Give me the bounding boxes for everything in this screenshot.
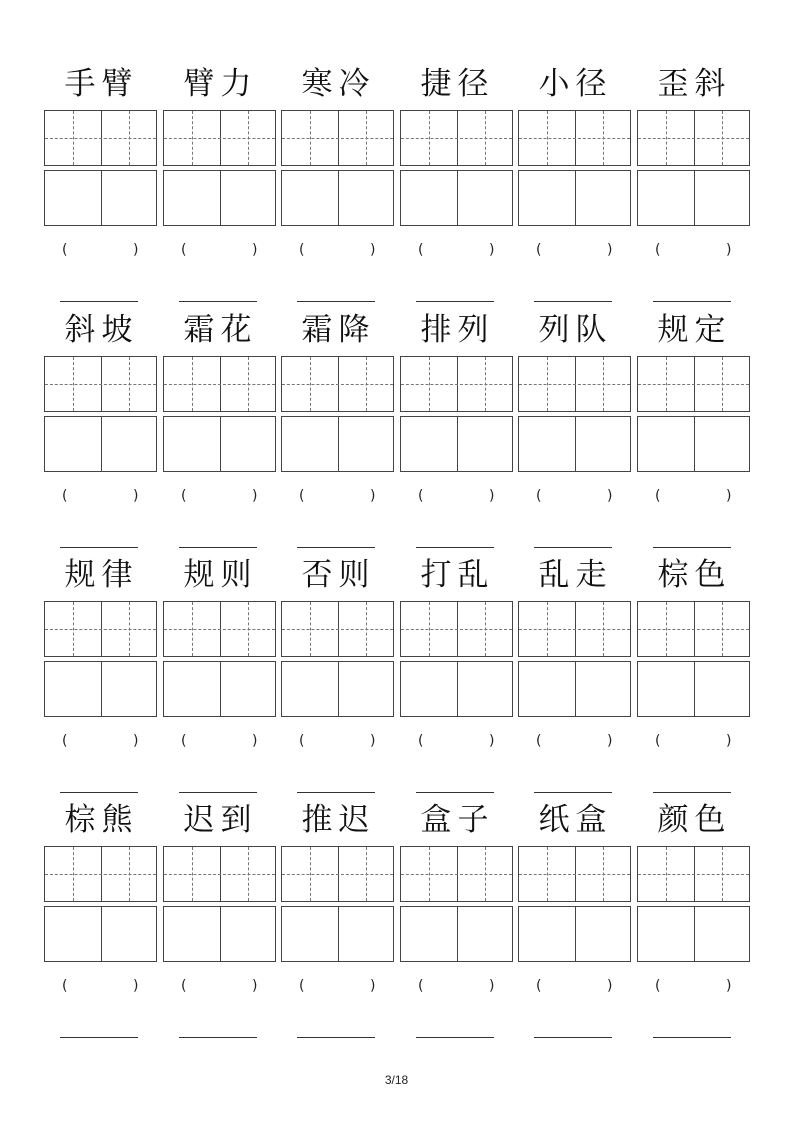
dashed-guide bbox=[282, 384, 393, 385]
answer-line[interactable] bbox=[297, 792, 375, 793]
word-label: 规律 bbox=[64, 557, 139, 593]
tianzi-grid[interactable] bbox=[518, 356, 631, 412]
tianzi-grid[interactable] bbox=[400, 110, 513, 166]
grid-divider bbox=[457, 907, 458, 961]
paren-close: ) bbox=[489, 242, 495, 258]
writing-box[interactable] bbox=[281, 170, 394, 226]
writing-box[interactable] bbox=[400, 416, 513, 472]
paren-open: ( bbox=[655, 978, 661, 994]
word-cell bbox=[400, 62, 515, 307]
paren-open: ( bbox=[299, 488, 305, 504]
paren-open: ( bbox=[181, 978, 187, 994]
answer-line[interactable] bbox=[653, 1037, 731, 1038]
answer-line[interactable] bbox=[297, 301, 375, 302]
word-cell bbox=[518, 553, 633, 798]
grid-divider bbox=[220, 171, 221, 225]
paren-open: ( bbox=[418, 242, 424, 258]
paren-close: ) bbox=[370, 733, 376, 749]
paren-close: ) bbox=[370, 488, 376, 504]
tianzi-grid[interactable] bbox=[400, 356, 513, 412]
paren-open: ( bbox=[62, 978, 68, 994]
word-cell bbox=[518, 308, 633, 553]
paren-close: ) bbox=[370, 978, 376, 994]
tianzi-grid[interactable] bbox=[163, 846, 276, 902]
answer-line[interactable] bbox=[60, 301, 138, 302]
paren-close: ) bbox=[489, 488, 495, 504]
dashed-guide bbox=[638, 874, 749, 875]
grid-divider bbox=[101, 907, 102, 961]
grid-divider bbox=[101, 417, 102, 471]
grid-divider bbox=[694, 662, 695, 716]
writing-box[interactable] bbox=[637, 170, 750, 226]
paren-open: ( bbox=[418, 733, 424, 749]
paren-close: ) bbox=[370, 242, 376, 258]
grid-divider bbox=[694, 907, 695, 961]
word-label: 乱走 bbox=[538, 557, 613, 593]
answer-line[interactable] bbox=[534, 301, 612, 302]
dashed-guide bbox=[519, 384, 630, 385]
writing-box[interactable] bbox=[400, 170, 513, 226]
dashed-guide bbox=[45, 138, 156, 139]
dashed-guide bbox=[401, 874, 512, 875]
tianzi-grid[interactable] bbox=[400, 601, 513, 657]
word-label: 臂力 bbox=[183, 66, 258, 102]
writing-box[interactable] bbox=[163, 906, 276, 962]
paren-close: ) bbox=[252, 242, 258, 258]
paren-close: ) bbox=[252, 978, 258, 994]
writing-box[interactable] bbox=[400, 906, 513, 962]
word-label: 霜花 bbox=[183, 312, 258, 348]
dashed-guide bbox=[638, 384, 749, 385]
paren-close: ) bbox=[133, 733, 139, 749]
answer-line[interactable] bbox=[60, 547, 138, 548]
writing-box[interactable] bbox=[637, 661, 750, 717]
grid-divider bbox=[575, 417, 576, 471]
answer-line[interactable] bbox=[60, 1037, 138, 1038]
tianzi-grid[interactable] bbox=[281, 846, 394, 902]
tianzi-grid[interactable] bbox=[163, 601, 276, 657]
word-cell bbox=[281, 798, 396, 1043]
dashed-guide bbox=[164, 138, 275, 139]
writing-box[interactable] bbox=[400, 661, 513, 717]
writing-box[interactable] bbox=[163, 170, 276, 226]
writing-box[interactable] bbox=[518, 170, 631, 226]
dashed-guide bbox=[45, 629, 156, 630]
word-cell bbox=[400, 308, 515, 553]
word-cell bbox=[637, 62, 752, 307]
writing-box[interactable] bbox=[44, 906, 157, 962]
paren-open: ( bbox=[536, 978, 542, 994]
paren-open: ( bbox=[299, 733, 305, 749]
writing-box[interactable] bbox=[281, 416, 394, 472]
answer-line[interactable] bbox=[297, 547, 375, 548]
paren-open: ( bbox=[181, 488, 187, 504]
dashed-guide bbox=[164, 629, 275, 630]
writing-box[interactable] bbox=[281, 906, 394, 962]
writing-box[interactable] bbox=[637, 416, 750, 472]
word-label: 纸盒 bbox=[538, 802, 613, 838]
grid-divider bbox=[457, 662, 458, 716]
paren-open: ( bbox=[536, 733, 542, 749]
paren-close: ) bbox=[133, 488, 139, 504]
paren-open: ( bbox=[181, 733, 187, 749]
answer-line[interactable] bbox=[179, 1037, 257, 1038]
word-cell bbox=[518, 62, 633, 307]
dashed-guide bbox=[638, 138, 749, 139]
word-cell bbox=[163, 798, 278, 1043]
word-cell bbox=[637, 553, 752, 798]
tianzi-grid[interactable] bbox=[44, 356, 157, 412]
answer-line[interactable] bbox=[297, 1037, 375, 1038]
word-cell bbox=[163, 308, 278, 553]
dashed-guide bbox=[401, 138, 512, 139]
word-label: 手臂 bbox=[64, 66, 139, 102]
answer-line[interactable] bbox=[416, 792, 494, 793]
writing-box[interactable] bbox=[44, 661, 157, 717]
tianzi-grid[interactable] bbox=[163, 110, 276, 166]
word-label: 霜降 bbox=[301, 312, 376, 348]
answer-line[interactable] bbox=[534, 1037, 612, 1038]
dashed-guide bbox=[519, 874, 630, 875]
tianzi-grid[interactable] bbox=[637, 846, 750, 902]
word-cell bbox=[281, 308, 396, 553]
word-cell bbox=[637, 308, 752, 553]
word-label: 小径 bbox=[538, 66, 613, 102]
writing-box[interactable] bbox=[518, 416, 631, 472]
answer-line[interactable] bbox=[653, 792, 731, 793]
writing-box[interactable] bbox=[44, 416, 157, 472]
writing-box[interactable] bbox=[637, 906, 750, 962]
tianzi-grid[interactable] bbox=[44, 601, 157, 657]
tianzi-grid[interactable] bbox=[281, 110, 394, 166]
grid-divider bbox=[220, 417, 221, 471]
tianzi-grid[interactable] bbox=[518, 601, 631, 657]
word-cell bbox=[44, 308, 159, 553]
answer-line[interactable] bbox=[60, 792, 138, 793]
answer-line[interactable] bbox=[653, 547, 731, 548]
word-label: 规则 bbox=[183, 557, 258, 593]
tianzi-grid[interactable] bbox=[44, 110, 157, 166]
page-number: 3/18 bbox=[384, 1073, 409, 1087]
paren-open: ( bbox=[655, 488, 661, 504]
writing-box[interactable] bbox=[44, 170, 157, 226]
paren-open: ( bbox=[62, 488, 68, 504]
answer-line[interactable] bbox=[653, 301, 731, 302]
tianzi-grid[interactable] bbox=[281, 601, 394, 657]
tianzi-grid[interactable] bbox=[163, 356, 276, 412]
dashed-guide bbox=[164, 384, 275, 385]
grid-divider bbox=[338, 662, 339, 716]
grid-divider bbox=[338, 907, 339, 961]
paren-close: ) bbox=[726, 242, 732, 258]
writing-box[interactable] bbox=[518, 906, 631, 962]
word-label: 捷径 bbox=[420, 66, 495, 102]
answer-line[interactable] bbox=[534, 792, 612, 793]
grid-divider bbox=[101, 662, 102, 716]
paren-open: ( bbox=[536, 242, 542, 258]
tianzi-grid[interactable] bbox=[637, 110, 750, 166]
paren-open: ( bbox=[418, 488, 424, 504]
dashed-guide bbox=[164, 874, 275, 875]
word-label: 盒子 bbox=[420, 802, 495, 838]
dashed-guide bbox=[45, 384, 156, 385]
paren-close: ) bbox=[607, 978, 613, 994]
dashed-guide bbox=[282, 629, 393, 630]
paren-close: ) bbox=[607, 242, 613, 258]
tianzi-grid[interactable] bbox=[637, 601, 750, 657]
writing-box[interactable] bbox=[163, 416, 276, 472]
word-label: 打乱 bbox=[420, 557, 495, 593]
answer-line[interactable] bbox=[179, 792, 257, 793]
word-label: 列队 bbox=[538, 312, 613, 348]
word-cell bbox=[163, 553, 278, 798]
word-cell bbox=[518, 798, 633, 1043]
grid-divider bbox=[694, 417, 695, 471]
word-cell bbox=[281, 553, 396, 798]
word-cell bbox=[637, 798, 752, 1043]
word-label: 斜坡 bbox=[64, 312, 139, 348]
answer-line[interactable] bbox=[534, 547, 612, 548]
word-label: 排列 bbox=[420, 312, 495, 348]
word-cell bbox=[44, 553, 159, 798]
word-label: 棕熊 bbox=[64, 802, 139, 838]
paren-close: ) bbox=[133, 242, 139, 258]
answer-line[interactable] bbox=[179, 547, 257, 548]
dashed-guide bbox=[401, 629, 512, 630]
word-label: 颜色 bbox=[657, 802, 732, 838]
paren-close: ) bbox=[726, 733, 732, 749]
word-label: 棕色 bbox=[657, 557, 732, 593]
grid-divider bbox=[338, 417, 339, 471]
word-label: 规定 bbox=[657, 312, 732, 348]
grid-divider bbox=[220, 907, 221, 961]
grid-divider bbox=[457, 417, 458, 471]
word-label: 寒冷 bbox=[301, 66, 376, 102]
paren-open: ( bbox=[299, 978, 305, 994]
paren-close: ) bbox=[133, 978, 139, 994]
word-label: 迟到 bbox=[183, 802, 258, 838]
paren-open: ( bbox=[536, 488, 542, 504]
grid-divider bbox=[575, 171, 576, 225]
tianzi-grid[interactable] bbox=[518, 110, 631, 166]
grid-divider bbox=[338, 171, 339, 225]
dashed-guide bbox=[45, 874, 156, 875]
paren-open: ( bbox=[655, 733, 661, 749]
paren-close: ) bbox=[607, 488, 613, 504]
paren-close: ) bbox=[252, 488, 258, 504]
word-cell bbox=[400, 798, 515, 1043]
writing-box[interactable] bbox=[518, 661, 631, 717]
paren-open: ( bbox=[62, 733, 68, 749]
writing-box[interactable] bbox=[281, 661, 394, 717]
paren-close: ) bbox=[726, 488, 732, 504]
grid-divider bbox=[694, 171, 695, 225]
answer-line[interactable] bbox=[179, 301, 257, 302]
word-cell bbox=[281, 62, 396, 307]
word-label: 否则 bbox=[301, 557, 376, 593]
paren-open: ( bbox=[418, 978, 424, 994]
grid-divider bbox=[457, 171, 458, 225]
paren-close: ) bbox=[607, 733, 613, 749]
grid-divider bbox=[575, 662, 576, 716]
grid-divider bbox=[101, 171, 102, 225]
dashed-guide bbox=[401, 384, 512, 385]
paren-open: ( bbox=[299, 242, 305, 258]
tianzi-grid[interactable] bbox=[281, 356, 394, 412]
word-cell bbox=[400, 553, 515, 798]
word-cell bbox=[44, 62, 159, 307]
paren-close: ) bbox=[489, 733, 495, 749]
dashed-guide bbox=[519, 138, 630, 139]
tianzi-grid[interactable] bbox=[637, 356, 750, 412]
tianzi-grid[interactable] bbox=[44, 846, 157, 902]
dashed-guide bbox=[282, 874, 393, 875]
word-label: 推迟 bbox=[301, 802, 376, 838]
dashed-guide bbox=[519, 629, 630, 630]
dashed-guide bbox=[282, 138, 393, 139]
tianzi-grid[interactable] bbox=[518, 846, 631, 902]
writing-box[interactable] bbox=[163, 661, 276, 717]
paren-close: ) bbox=[489, 978, 495, 994]
paren-open: ( bbox=[181, 242, 187, 258]
grid-divider bbox=[220, 662, 221, 716]
dashed-guide bbox=[638, 629, 749, 630]
word-cell bbox=[163, 62, 278, 307]
paren-close: ) bbox=[726, 978, 732, 994]
paren-open: ( bbox=[62, 242, 68, 258]
answer-line[interactable] bbox=[416, 1037, 494, 1038]
word-cell bbox=[44, 798, 159, 1043]
answer-line[interactable] bbox=[416, 301, 494, 302]
word-label: 歪斜 bbox=[657, 66, 732, 102]
paren-open: ( bbox=[655, 242, 661, 258]
paren-close: ) bbox=[252, 733, 258, 749]
answer-line[interactable] bbox=[416, 547, 494, 548]
grid-divider bbox=[575, 907, 576, 961]
tianzi-grid[interactable] bbox=[400, 846, 513, 902]
